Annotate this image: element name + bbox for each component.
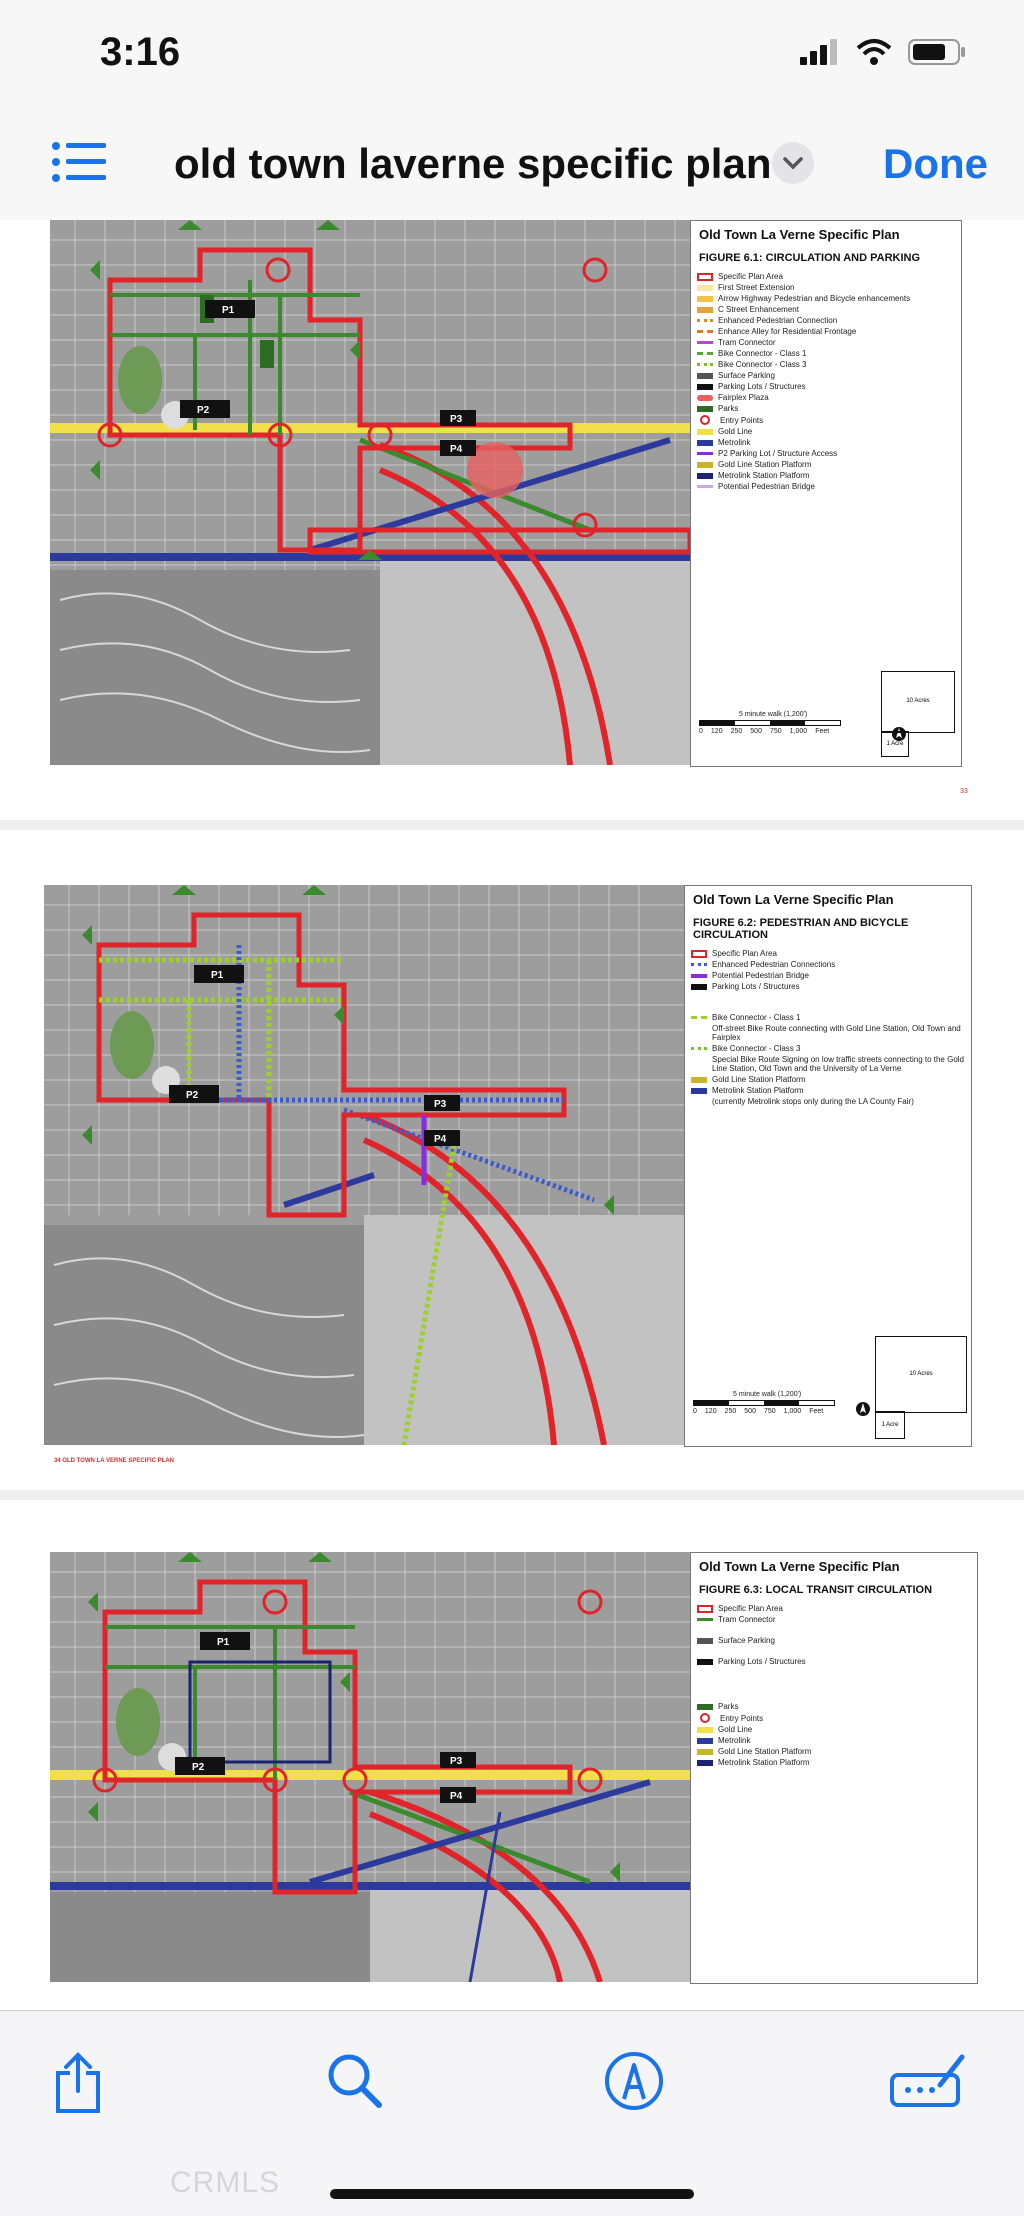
legend-figure-6-2	[684, 885, 972, 1447]
map-figure-6-2	[44, 885, 684, 1445]
status-bar	[0, 0, 1024, 110]
parking-label: P3	[434, 1099, 447, 1110]
plan-title: Old Town La Verne Specific Plan	[699, 1559, 900, 1574]
page-footer: 34 OLD TOWN LA VERNE SPECIFIC PLAN	[54, 1458, 175, 1464]
legend-item: Metrolink Station Platform	[697, 1758, 971, 1767]
legend-item: Off-street Bike Route connecting with Gold Line Station, Old Town and Fairplex	[712, 1024, 961, 1042]
legend-item: Surface Parking	[697, 371, 955, 380]
pdf-viewer[interactable]	[0, 220, 1024, 2010]
figure-title: FIGURE 6.3: LOCAL TRANSIT CIRCULATION	[699, 1584, 933, 1596]
status-icons	[800, 38, 968, 66]
legend-item: Tram Connector	[697, 1615, 971, 1624]
legend-item: Specific Plan Area	[697, 272, 955, 281]
search-icon	[325, 2051, 385, 2111]
legend-item: First Street Extension	[697, 283, 955, 292]
parking-label: P2	[197, 405, 210, 416]
done-button[interactable]: Done	[883, 140, 988, 187]
legend-item: Gold Line Station Platform	[697, 460, 955, 469]
signature-icon	[888, 2051, 968, 2111]
legend-item: Fairplex Plaza	[697, 393, 955, 402]
pdf-page-2	[0, 830, 1024, 1490]
legend-item: Parks	[697, 1702, 971, 1711]
markup-pen-icon	[604, 2051, 664, 2111]
legend-item: Enhanced Pedestrian Connections	[691, 960, 965, 969]
figure-title: FIGURE 6.1: CIRCULATION AND PARKING	[699, 252, 921, 264]
bottom-toolbar	[0, 2010, 1024, 2216]
legend-item: Tram Connector	[697, 338, 955, 347]
parking-label: P2	[186, 1090, 199, 1101]
figure-title: FIGURE 6.2: PEDESTRIAN AND BICYCLE CIRCULATION	[693, 917, 909, 941]
legend-item: Bike Connector - Class 3	[691, 1044, 965, 1053]
area-scale-1-acre: 1 Acre	[881, 731, 909, 757]
area-scale-10-acres: 10 Acres	[875, 1336, 967, 1413]
list-icon[interactable]	[52, 140, 108, 184]
scale-bar: 5 minute walk (1,200') 0 120 250 500 750 1,000 Feet	[699, 711, 841, 735]
legend-item: Parks	[697, 404, 955, 413]
legend-item: Gold Line Station Platform	[697, 1747, 971, 1756]
pdf-page-1	[0, 220, 1024, 820]
map-figure-6-3	[50, 1552, 690, 1982]
legend-item: Bike Connector - Class 1	[697, 349, 955, 358]
legend-item: Entry Points	[697, 415, 955, 425]
document-title: old town laverne specific plan	[174, 140, 772, 187]
legend-item: Metrolink Station Platform	[691, 1086, 965, 1095]
legend-item: Specific Plan Area	[697, 1604, 971, 1613]
parking-label: P4	[434, 1134, 447, 1145]
legend-item: Potential Pedestrian Bridge	[691, 971, 965, 980]
watermark: CRMLS	[170, 2166, 281, 2199]
title-menu-button[interactable]	[772, 142, 814, 184]
share-button[interactable]	[50, 2051, 106, 2120]
legend-item: C Street Enhancement	[697, 305, 955, 314]
scale-bar: 5 minute walk (1,200') 0 120 250 500 750 1,000 Feet	[693, 1391, 835, 1415]
legend-item: Gold Line	[697, 1725, 971, 1734]
share-icon	[50, 2051, 106, 2115]
plan-title: Old Town La Verne Specific Plan	[693, 892, 894, 907]
parking-label: P2	[192, 1762, 205, 1773]
legend-item: (currently Metrolink stops only during the LA County Fair)	[712, 1097, 914, 1106]
parking-label: P1	[211, 970, 224, 981]
parking-label: P1	[222, 305, 235, 316]
home-indicator[interactable]	[330, 2189, 694, 2199]
legend-item: Metrolink Station Platform	[697, 471, 955, 480]
legend-item: Arrow Highway Pedestrian and Bicycle enhancements	[697, 294, 955, 303]
map-figure-6-1	[50, 220, 710, 765]
status-time: 3:16	[100, 30, 181, 74]
legend-item: Metrolink	[697, 438, 955, 447]
parking-label: P4	[450, 444, 463, 455]
legend-figure-6-3	[690, 1552, 978, 1984]
legend-item: Gold Line	[697, 427, 955, 436]
battery-icon	[908, 38, 968, 66]
legend-item: Parking Lots / Structures	[697, 1657, 971, 1666]
legend-item: Potential Pedestrian Bridge	[697, 482, 955, 491]
markup-button[interactable]	[604, 2051, 664, 2116]
page-number: 33	[960, 788, 968, 795]
plan-title: Old Town La Verne Specific Plan	[699, 227, 900, 242]
legend-item: Gold Line Station Platform	[691, 1075, 965, 1084]
north-arrow-icon	[855, 1401, 871, 1417]
parking-label: P3	[450, 414, 463, 425]
legend-item: Bike Connector - Class 3	[697, 360, 955, 369]
signal-icon	[800, 39, 840, 65]
area-scale-1-acre: 1 Acre	[875, 1411, 905, 1439]
legend-item: Enhance Alley for Residential Frontage	[697, 327, 955, 336]
nav-bar	[0, 110, 1024, 221]
legend-figure-6-1	[690, 220, 962, 767]
pdf-page-3	[0, 1500, 1024, 2010]
parking-label: P1	[217, 1637, 230, 1648]
legend-item: Metrolink	[697, 1736, 971, 1745]
parking-label: P4	[450, 1791, 463, 1802]
legend-item: Enhanced Pedestrian Connection	[697, 316, 955, 325]
search-button[interactable]	[325, 2051, 385, 2116]
legend-item: Special Bike Route Signing on low traffic streets connecting to the Gold Line Station, Old Town and the University of La Verne	[712, 1055, 964, 1073]
legend-item: P2 Parking Lot / Structure Access	[697, 449, 955, 458]
legend-item: Specific Plan Area	[691, 949, 965, 958]
legend-item: Parking Lots / Structures	[691, 982, 965, 991]
chevron-down-icon	[772, 142, 814, 184]
legend-item: Entry Points	[697, 1713, 971, 1723]
area-scale-10-acres: 10 Acres	[881, 671, 955, 733]
legend-item: Parking Lots / Structures	[697, 382, 955, 391]
wifi-icon	[856, 38, 892, 66]
signature-button[interactable]	[888, 2051, 968, 2116]
legend-item: Bike Connector - Class 1	[691, 1013, 965, 1022]
legend-item: Surface Parking	[697, 1636, 971, 1645]
parking-label: P3	[450, 1756, 463, 1767]
